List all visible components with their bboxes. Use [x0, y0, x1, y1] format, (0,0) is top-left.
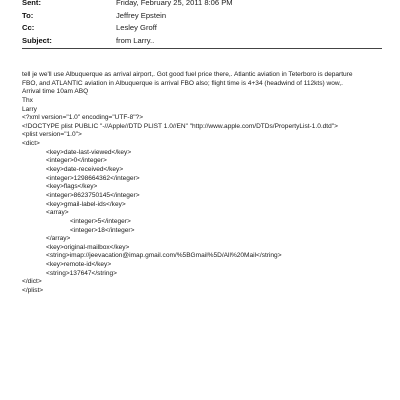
email-header: [22, 0, 382, 47]
subject-label: Subject:: [22, 35, 52, 45]
body-line: FBO, and ATLANTIC aviation in Albuquerque is arrival FBO also; flight time is 4+34 (headwind of 112kts) wow,.: [22, 79, 343, 87]
body-line: Arrival time 10am ABQ: [22, 88, 89, 96]
plist-line: <key>original-mailbox</key>: [46, 243, 130, 251]
sent-label: Sent:: [22, 0, 41, 7]
to-row: [22, 10, 382, 23]
plist-line: <dict>: [22, 140, 40, 148]
plist-line: </plist>: [22, 287, 44, 295]
plist-line: <?xml version="1.0" encoding="UTF-8"?>: [22, 114, 144, 122]
plist-line: <key>gmail-label-ids</key>: [46, 200, 126, 208]
cc-label: Cc:: [22, 23, 35, 32]
plist-line: </dict>: [22, 278, 42, 286]
email-body: [22, 71, 382, 296]
subject-row: [22, 35, 382, 48]
body-line: tell je we'll use Albuquerque as arrival airport,. Got good fuel price there,. Atlantic aviation in Teterboro is departure: [22, 71, 353, 78]
sent-value: Friday, February 25, 2011 8:06 PM: [116, 0, 233, 7]
cc-value: Lesley Groff: [116, 23, 157, 32]
plist-line: <array>: [46, 209, 69, 217]
plist-line: <key>flags</key>: [46, 183, 98, 191]
plist-line: <integer>1298664362</integer>: [46, 174, 140, 182]
plist-line: <key>remote-id</key>: [46, 261, 112, 269]
sent-row: [22, 0, 382, 10]
header-divider: [22, 48, 382, 49]
plist-line: <integer>18</integer>: [70, 226, 135, 234]
body-line: Thx: [22, 96, 33, 104]
plist-line: <string>137647</string>: [46, 269, 117, 277]
body-line: Larry: [22, 105, 37, 113]
plist-line: <integer>8623750145</integer>: [46, 191, 140, 199]
plist-line: <integer>5</integer>: [70, 217, 131, 225]
plist-line: <key>date-received</key>: [46, 166, 124, 174]
to-label: To:: [22, 10, 34, 20]
plist-line: <plist version="1.0">: [22, 131, 82, 139]
plist-line: </array>: [46, 235, 71, 243]
subject-value: from Larry..: [116, 35, 155, 45]
plist-line: <integer>0</integer>: [46, 157, 107, 165]
plist-line: <string>imap://jeevacation@imap.gmail.com/%5BGmail%5D/All%20Mail</string>: [46, 252, 282, 260]
plist-line: <!DOCTYPE plist PUBLIC "-//Apple//DTD PLIST 1.0//EN" "http://www.apple.com/DTDs/PropertyList-1.0.dtd">: [22, 122, 338, 130]
to-value: Jeffrey Epstein: [116, 10, 167, 20]
plist-line: <key>date-last-viewed</key>: [46, 148, 132, 156]
cc-row: [22, 22, 382, 35]
